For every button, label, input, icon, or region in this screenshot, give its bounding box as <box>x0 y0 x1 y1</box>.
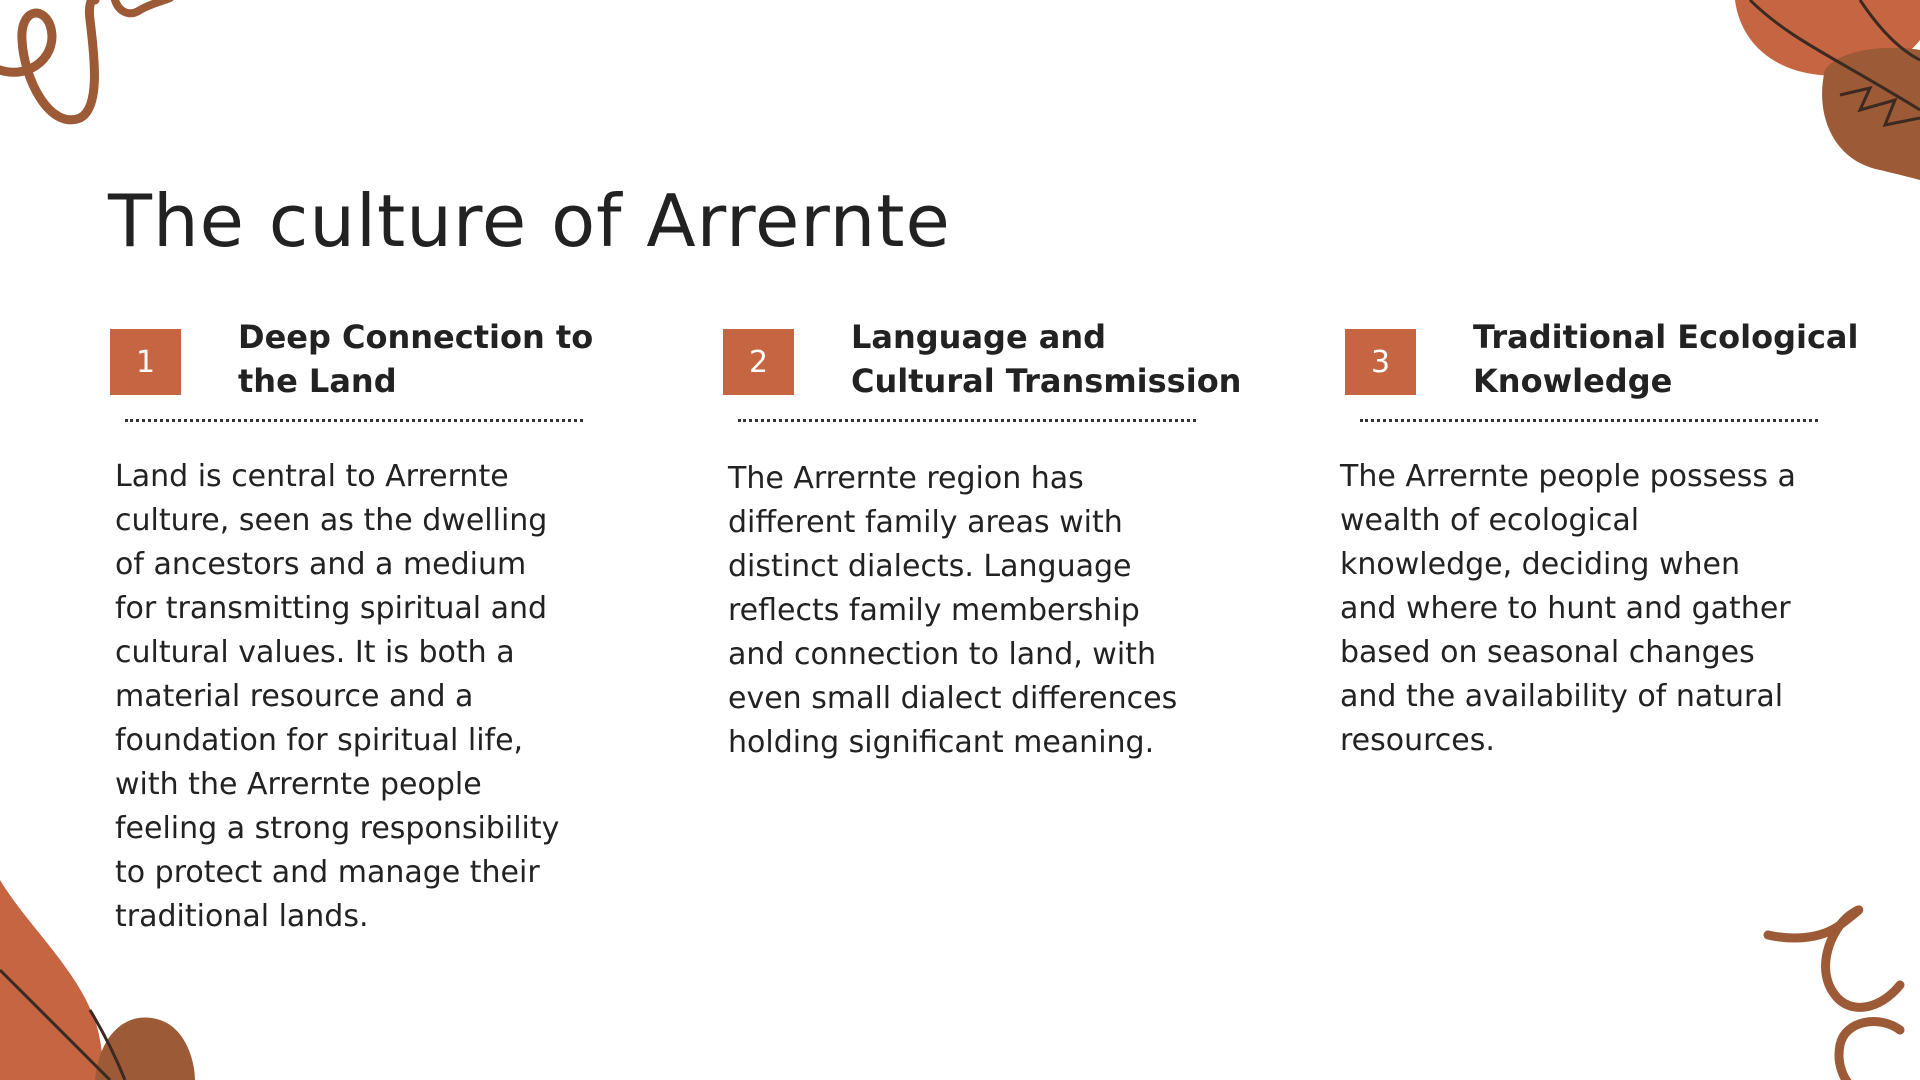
body-line: and the availability of natural <box>1340 679 1784 714</box>
body-line: foundation for spiritual life, <box>115 723 524 758</box>
body-line: culture, seen as the dwelling <box>115 503 548 538</box>
topic-body <box>115 455 559 939</box>
topic-body <box>728 457 1177 765</box>
body-line: wealth of ecological <box>1340 503 1640 538</box>
topic-heading <box>1473 315 1858 403</box>
body-line: different family areas with <box>728 505 1123 540</box>
body-line: The Arrernte people possess a <box>1340 459 1796 494</box>
body-line: cultural values. It is both a <box>115 635 515 670</box>
dotted-divider <box>738 419 1196 422</box>
heading-line: the Land <box>238 362 397 400</box>
body-line: reflects family membership <box>728 593 1140 628</box>
body-line: resources. <box>1340 723 1495 758</box>
body-line: knowledge, deciding when <box>1340 547 1741 582</box>
body-line: The Arrernte region has <box>728 461 1084 496</box>
heading-line: Language and <box>851 318 1107 356</box>
body-line: holding significant meaning. <box>728 725 1155 760</box>
body-line: material resource and a <box>115 679 474 714</box>
number-badge: 1 <box>110 329 181 395</box>
swirl-decoration-top-left <box>0 0 200 130</box>
topic-heading <box>851 315 1241 403</box>
body-line: to protect and manage their <box>115 855 540 890</box>
swirl-decoration-bottom-right <box>1750 900 1920 1080</box>
body-line: and connection to land, with <box>728 637 1156 672</box>
heading-line: Traditional Ecological <box>1473 318 1859 356</box>
heading-line: Knowledge <box>1473 362 1673 400</box>
body-line: even small dialect differences <box>728 681 1178 716</box>
body-line: distinct dialects. Language <box>728 549 1132 584</box>
body-line: and where to hunt and gather <box>1340 591 1791 626</box>
body-line: based on seasonal changes <box>1340 635 1755 670</box>
heading-line: Deep Connection to <box>238 318 594 356</box>
number-badge: 3 <box>1345 329 1416 395</box>
body-line: feeling a strong responsibility <box>115 811 560 846</box>
slide-title: The culture of Arrernte <box>108 179 951 263</box>
heading-line: Cultural Transmission <box>851 362 1242 400</box>
body-line: for transmitting spiritual and <box>115 591 548 626</box>
body-line: with the Arrernte people <box>115 767 482 802</box>
number-badge: 2 <box>723 329 794 395</box>
dotted-divider <box>1360 419 1818 422</box>
body-line: traditional lands. <box>115 899 369 934</box>
topic-heading <box>238 315 593 403</box>
leaf-decoration-top-right <box>1720 0 1920 190</box>
body-line: Land is central to Arrernte <box>115 459 509 494</box>
dotted-divider <box>125 419 583 422</box>
body-line: of ancestors and a medium <box>115 547 527 582</box>
topic-body <box>1340 455 1796 763</box>
